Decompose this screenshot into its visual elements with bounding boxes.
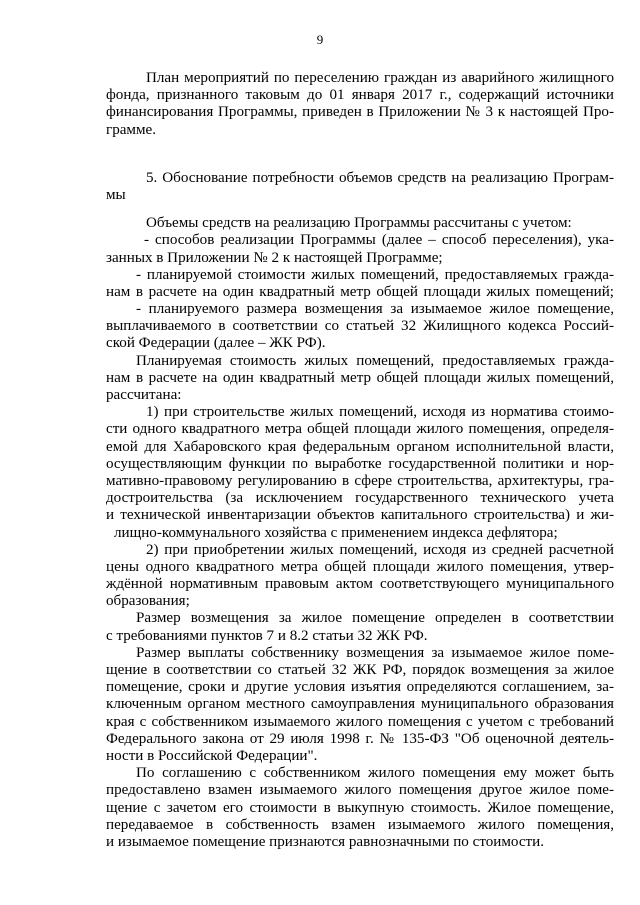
text-line: цены одного квадратного метра общей площади жилого помещения, утвер- <box>106 558 614 575</box>
text-line: Размер выплаты собственнику возмещения за изымаемое жилое поме- <box>136 644 614 661</box>
text-line: рассчитана: <box>106 387 182 403</box>
text-line: и технической инвентаризации объектов капитального строительства) и жи- <box>106 507 614 524</box>
text-line: Федерального закона от 29 июля 1998 г. № 135-ФЗ "Об оценочной деятель- <box>106 730 614 747</box>
text-line: занных в Приложении № 2 к настоящей Программе; <box>106 249 443 266</box>
text-line: ской Федерации (далее – ЖК РФ). <box>106 335 326 352</box>
document-body <box>106 70 614 851</box>
text-line: щение с зачетом его стоимости в выкупную стоимость. Жилое помещение, <box>106 799 614 816</box>
text-line: 2) при приобретении жилых помещений, исходя из средней расчетной <box>146 541 614 558</box>
text-line: По соглашению с собственником жилого помещения ему может быть <box>136 765 614 782</box>
text-line: образования; <box>106 593 190 610</box>
text-line: с требованиями пунктов 7 и 8.2 статьи 32 ЖК РФ. <box>106 627 428 644</box>
text-line: сти одного квадратного метра общей площади жилого помещения, определя- <box>106 421 614 438</box>
text-line: Объемы средств на реализацию Программы рассчитаны с учетом: <box>146 215 572 232</box>
text-line: края с собственником изымаемого жилого помещения с учетом с требований <box>106 713 614 730</box>
text-line: достроительства (за исключением государственного технического учета <box>106 490 614 507</box>
text-line: Планируемая стоимость жилых помещений, предоставляемых гражда- <box>136 352 614 369</box>
paragraph-spacer <box>106 204 614 215</box>
text-line: нам в расчете на один квадратный метр общей площади жилых помещений; <box>106 283 614 300</box>
text-line: ждённой нормативным правовым актом соответствующего муниципального <box>106 576 614 593</box>
text-line: 5. Обоснование потребности объемов средств на реализацию Програм- <box>146 169 614 186</box>
text-line: мы <box>106 186 126 203</box>
text-line: и изымаемое помещение признаются равнозначными по стоимости. <box>106 833 544 850</box>
text-line: помещение, сроки и другие условия изъятия определяются соглашением, за- <box>106 679 614 696</box>
text-line: передаваемое в собственность взамен изымаемого жилого помещения, <box>106 816 614 833</box>
text-line: План мероприятий по переселению граждан из аварийного жилищного <box>146 70 614 86</box>
text-line: - планируемого размера возмещения за изымаемое жилое помещение, <box>136 301 614 318</box>
text-line: финансирования Программы, приведен в Приложении № 3 к настоящей Про- <box>106 104 614 121</box>
text-line: щение в соответствии со статьей 32 ЖК РФ, порядок возмещения за жилое <box>106 662 614 678</box>
text-line: предоставлено взамен изымаемого жилого помещения другое жилое поме- <box>106 782 614 799</box>
paragraph-spacer <box>106 139 614 170</box>
text-line: 1) при строительстве жилых помещений, исходя из норматива стоимо- <box>146 404 614 421</box>
text-line: фонда, признанного таковым до 01 января 2017 г., содержащий источники <box>106 87 614 104</box>
text-line: ключенным органом местного самоуправления муниципального образования <box>106 696 614 713</box>
text-line: лищно-коммунального хозяйства с применением индекса дефлятора; <box>114 524 558 541</box>
page-number: 9 <box>316 32 324 47</box>
text-line: грамме. <box>106 121 157 138</box>
text-line: емой для Хабаровского края федеральным органом исполнительной власти, <box>106 438 614 455</box>
text-line: осуществляющим функции по выработке государственной политики и нор- <box>106 455 614 472</box>
text-line: ности в Российской Федерации". <box>106 747 318 764</box>
text-line: - планируемой стоимости жилых помещений, предоставляемых гражда- <box>136 266 614 283</box>
text-line: выплачиваемого в соответствии со статьей 32 Жилищного кодекса Россий- <box>106 318 614 335</box>
text-line: - способов реализации Программы (далее – способ переселения), ука- <box>144 232 614 249</box>
text-line: нам в расчете на один квадратный метр общей площади жилых помещений, <box>106 369 614 386</box>
text-line: мативно-правовому регулированию в сфере строительства, архитектуры, гра- <box>106 472 614 489</box>
text-line: Размер возмещения за жилое помещение определен в соответствии <box>136 610 614 627</box>
